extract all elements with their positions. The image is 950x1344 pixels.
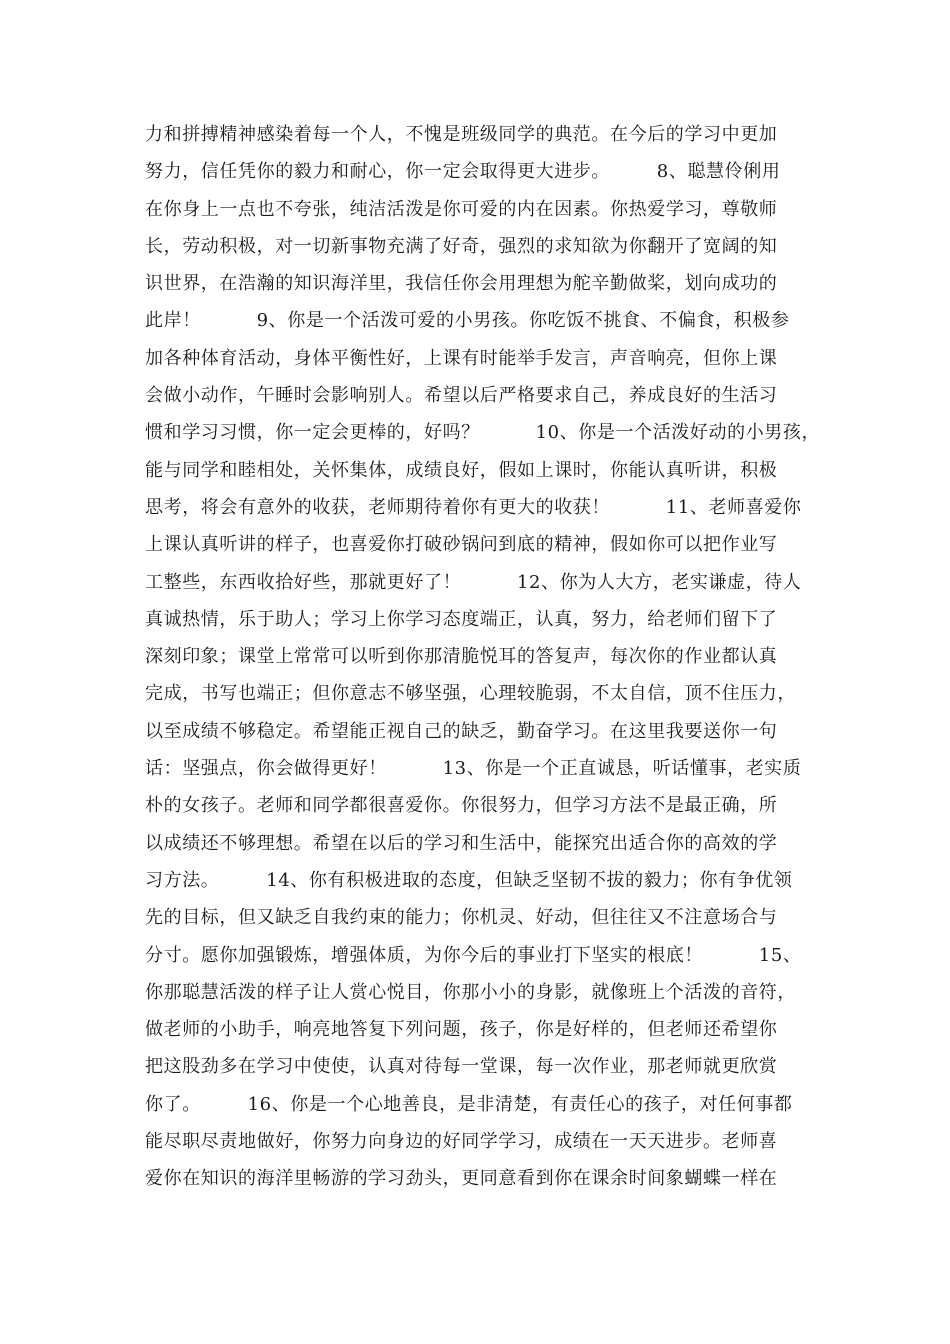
- text-line: 努力，信任凭你的毅力和耐心，你一定会取得更大进步。 8、聪慧伶俐用: [145, 161, 781, 183]
- text-line: 朴的女孩子。老师和同学都很喜爱你。你很努力，但学习方法不是最正确，所: [145, 795, 778, 817]
- text-line: 会做小动作，午睡时会影响别人。希望以后严格要求自己，养成良好的生活习: [145, 385, 778, 407]
- text-line: 你那聪慧活泼的样子让人赏心悦目，你那小小的身影，就像班上个活泼的音符，: [145, 981, 796, 1003]
- text-line: 爱你在知识的海洋里畅游的学习劲头，更同意看到你在课余时间象蝴蝶一样在: [145, 1168, 778, 1190]
- text-line: 以成绩还不够理想。希望在以后的学习和生活中，能探究出适合你的高效的学: [145, 832, 778, 854]
- text-line: 力和拼搏精神感染着每一个人，不愧是班级同学的典范。在今后的学习中更加: [145, 124, 778, 145]
- text-line: 先的目标，但又缺乏自我约束的能力；你机灵、好动，但往往又不注意场合与: [145, 907, 778, 929]
- text-line: 惯和学习习惯，你一定会更棒的，好吗？ 10、你是一个活泼好动的小男孩，: [145, 422, 821, 444]
- text-line: 做老师的小助手，响亮地答复下列问题，孩子，你是好样的，但老师还希望你: [145, 1019, 778, 1041]
- text-line: 习方法。 14、你有积极进取的态度，但缺乏坚韧不拔的毅力；你有争优领: [145, 869, 793, 891]
- text-line: 把这股劲多在学习中使使，认真对待每一堂课，每一次作业，那老师就更欣赏: [145, 1056, 778, 1078]
- text-line: 加各种体育活动，身体平衡性好，上课有时能举手发言，声音响亮，但你上课: [145, 347, 778, 369]
- text-line: 完成，书写也端正；但你意志不够坚强，心理较脆弱，不太自信，顶不住压力，: [145, 683, 796, 705]
- body-text: [145, 116, 821, 1198]
- text-line: 分寸。愿你加强锻炼，增强体质，为你今后的事业打下坚实的根底！ 15、: [145, 944, 802, 966]
- text-line: 长，劳动积极，对一切新事物充满了好奇，强烈的求知欲为你翻开了宽阔的知: [145, 235, 778, 257]
- text-line: 上课认真听讲的样子，也喜爱你打破砂锅问到底的精神，假如你可以把作业写: [145, 534, 778, 556]
- text-line: 深刻印象；课堂上常常可以听到你那清脆悦耳的答复声，每次你的作业都认真: [145, 646, 778, 668]
- text-line: 能与同学和睦相处，关怀集体，成绩良好，假如上课时，你能认真听讲，积极: [145, 459, 778, 481]
- text-line: 识世界，在浩瀚的知识海洋里，我信任你会用理想为舵辛勤做桨，划向成功的: [145, 273, 778, 295]
- text-line: 在你身上一点也不夸张，纯洁活泼是你可爱的内在因素。你热爱学习，尊敬师: [145, 198, 778, 220]
- text-line: 话：坚强点，你会做得更好！ 13、你是一个正直诚恳，听话懂事，老实质: [145, 758, 802, 780]
- text-line: 工整些，东西收拾好些，那就更好了！ 12、你为人大方，老实谦虚，待人: [145, 571, 802, 593]
- text-line: 能尽职尽责地做好，你努力向身边的好同学学习，成绩在一天天进步。老师喜: [145, 1131, 778, 1153]
- text-line: 你了。 16、你是一个心地善良，是非清楚，有责任心的孩子，对任何事都: [145, 1093, 793, 1115]
- text-line: 此岸！ 9、你是一个活泼可爱的小男孩。你吃饭不挑食、不偏食，积极参: [145, 310, 790, 332]
- text-line: 真诚热情，乐于助人；学习上你学习态度端正，认真，努力，给老师们留下了: [145, 608, 778, 630]
- text-line: 思考，将会有意外的收获，老师期待着你有更大的收获！ 11、老师喜爱你: [145, 496, 802, 518]
- text-line: 以至成绩不够稳定。希望能正视自己的缺乏，勤奋学习。在这里我要送你一句: [145, 720, 778, 742]
